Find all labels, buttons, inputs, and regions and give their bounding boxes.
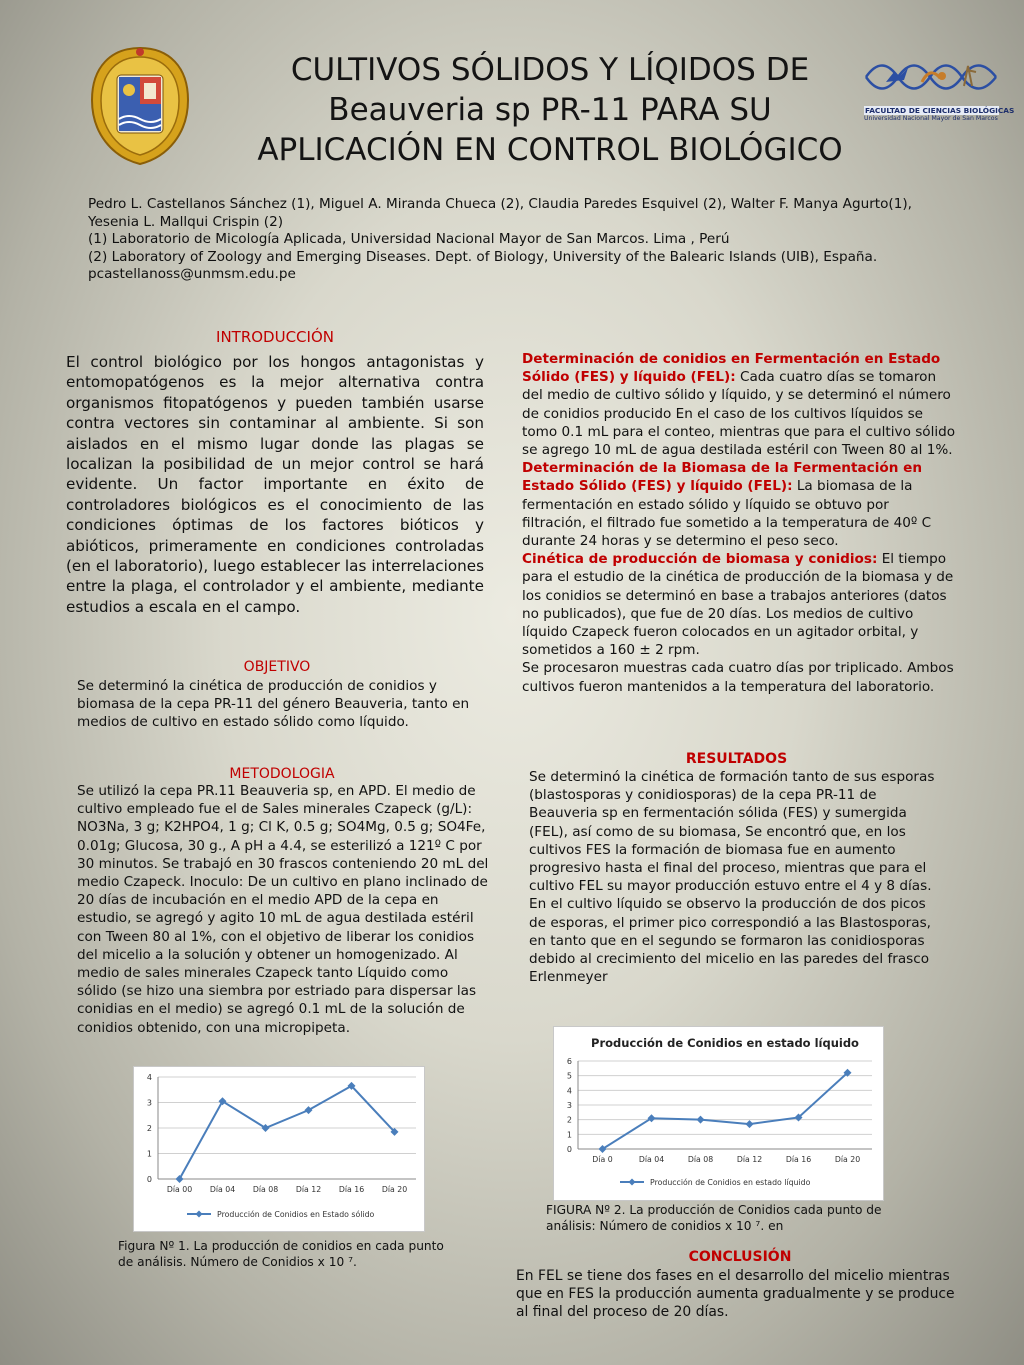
data-point xyxy=(176,1175,184,1183)
author-email: pcastellanoss@unmsm.edu.pe xyxy=(88,266,296,282)
intro-text: El control biológico por los hongos antagonistas y entomopatógenos es la mejor alternativa contra organismos fitopatógenos y pueden también usarse contra vectores sin contaminar al ambiente. Si son aislados en el mismo lugar donde las plagas se localizan la posibilidad de un mejor control se hará evidente. Un factor importante en éxito de controladores biológicos es el conocimiento de las condiciones óptimas de los factores bióticos y abióticos, primeramente en condiciones controladas (en el laboratorio), luego establecer las interrelaciones entre la plaga, el controlador y el ambiente, mediante estudios a escala en el campo. xyxy=(66,353,484,616)
series-line xyxy=(603,1073,848,1149)
x-tick-label: Día 0 xyxy=(592,1155,613,1164)
biomasa-text: La biomasa de la fermentación en estado sólido y líquido se obtuvo por filtración, el filtrado fue sometido a la temperatura de 40º C durante 24 horas y se determino el peso seco. xyxy=(522,478,932,550)
chart-solid-state xyxy=(133,1066,425,1232)
x-tick-label: Día 04 xyxy=(638,1155,665,1164)
poster-title xyxy=(200,50,900,170)
y-tick-label: 4 xyxy=(566,1086,572,1096)
affiliation-1: (1) Laboratorio de Micología Aplicada, Universidad Nacional Mayor de San Marcos. Lima , Perú xyxy=(88,231,730,247)
legend-label: Producción de Conidios en estado líquido xyxy=(650,1178,811,1187)
x-tick-label: Día 20 xyxy=(834,1155,861,1164)
y-tick-label: 3 xyxy=(146,1098,152,1108)
y-tick-label: 4 xyxy=(146,1073,152,1082)
series-line xyxy=(180,1086,395,1179)
intro-heading: INTRODUCCIÓN xyxy=(216,328,334,346)
authors-block xyxy=(88,196,938,284)
muestras-text: Se procesaron muestras cada cuatro días por triplicado. Ambos cultivos fueron mantenidos a la temperatura del laboratorio. xyxy=(522,660,954,695)
resultados-heading: RESULTADOS xyxy=(685,751,788,767)
y-tick-label: 0 xyxy=(146,1175,152,1184)
chart-solid-state-svg xyxy=(134,1067,424,1231)
data-point xyxy=(305,1106,313,1114)
metodologia-heading: METODOLOGIA xyxy=(229,766,335,782)
legend-label: Producción de Conidios en Estado sólido xyxy=(217,1210,375,1219)
x-tick-label: Día 12 xyxy=(736,1155,763,1164)
x-tick-label: Día 12 xyxy=(295,1185,322,1194)
figure-2-caption: FIGURA Nº 2. La producción de Conidios cada punto de análisis: Número de conidios x 10 ⁷. en xyxy=(546,1203,882,1233)
chart-liquid-state-svg xyxy=(554,1027,883,1200)
y-tick-label: 5 xyxy=(566,1071,572,1081)
faculty-logo-line2: Universidad Nacional Mayor de San Marcos xyxy=(864,115,998,122)
x-tick-label: Día 04 xyxy=(209,1185,236,1194)
y-tick-label: 2 xyxy=(146,1124,152,1133)
y-tick-label: 1 xyxy=(146,1149,152,1159)
y-tick-label: 3 xyxy=(566,1101,572,1110)
faculty-logo-line1: FACULTAD DE CIENCIAS BIOLÓGICAS xyxy=(865,106,1015,115)
data-point xyxy=(697,1116,705,1124)
chart-title: Producción de Conidios en estado líquido xyxy=(591,1036,859,1050)
cinetica-heading: Cinética de producción de biomasa y conidios: xyxy=(522,551,878,568)
x-tick-label: Día 20 xyxy=(381,1185,408,1194)
conclusion-heading: CONCLUSIÓN xyxy=(688,1249,792,1265)
legend-marker xyxy=(629,1179,636,1186)
title-line-3: APLICACIÓN EN CONTROL BIOLÓGICO xyxy=(257,132,843,168)
title-line-2: Beauveria sp PR-11 PARA SU xyxy=(328,92,772,128)
y-tick-label: 0 xyxy=(566,1145,572,1154)
x-tick-label: Día 16 xyxy=(785,1155,812,1164)
cinetica-text: El tiempo para el estudio de la cinética de producción de la biomasa y de los conidios se determinó en base a trabajos anteriores (datos no publicados), que fue de 20 días. Los medios de cultivo líquido Czapeck fueron colocados en un agitador orbital, y sometidos a 160 ± 2 rpm. xyxy=(522,551,954,659)
data-point xyxy=(746,1120,754,1128)
fes-fel-conidios-text: Cada cuatro días se tomaron del medio de cultivo sólido y líquido, y se determinó el número de conidios producido En el caso de los cultivos líquidos se tomo 0.1 mL para el conteo, mientras que para el cultivo sólido se agrego 10 mL de agua destilada estéril con Tween 80 al 1%. xyxy=(522,369,956,459)
biomasa-heading: Determinación de la Biomasa de la Fermentación en Estado Sólido (FES) y líquido (FEL): xyxy=(522,460,923,495)
figure-1-caption: Figura Nº 1. La producción de conidios en cada punto de análisis. Número de Conidios x 10 ⁷. xyxy=(118,1239,444,1269)
legend-marker xyxy=(196,1211,203,1218)
conclusion-text: En FEL se tiene dos fases en el desarrollo del micelio mientras que en FES la producción aumenta gradualmente y se produce al final del proceso de 20 días. xyxy=(516,1268,955,1321)
resultados-text: Se determinó la cinética de formación tanto de sus esporas (blastosporas y conidiosporas) de la cepa PR-11 de Beauveria sp en fermentación sólida (FES) y sumergida (FEL), así como de su biomasa, Se encontró que, en los cultivos FES la formación de biomasa fue en aumento progresivo hasta el final del proceso, mientras que para el cultivo FEL su mayor producción estuvo entre el 4 y 8 días. En el cultivo líquido se observo la producción de dos picos de esporas, el primer pico correspondió a las Blastosporas, en tanto que en el segundo se formaron las conidiosporas debido al crecimiento del micelio en las paredes del frasco Erlenmeyer xyxy=(529,769,935,986)
chart-liquid-state xyxy=(553,1026,884,1201)
author-names: Pedro L. Castellanos Sánchez (1), Miguel A. Miranda Chueca (2), Claudia Paredes Esquivel (2), Walter F. Manya Agurto(1), Yesenia L. Mallqui Crispin (2) xyxy=(88,196,913,230)
y-tick-label: 6 xyxy=(566,1057,572,1066)
affiliation-2: (2) Laboratory of Zoology and Emerging Diseases. Dept. of Biology, University of the Balearic Islands (UIB), España. xyxy=(88,248,878,265)
university-seal-logo xyxy=(86,45,194,167)
title-line-1: CULTIVOS SÓLIDOS Y LÍQIDOS DE xyxy=(290,52,810,88)
metodologia-text: Se utilizó la cepa PR.11 Beauveria sp, en APD. El medio de cultivo empleado fue el de Sales minerales Czapeck (g/L): NO3Na, 3 g; K2HPO4, 1 g; Cl K, 0.5 g; SO4Mg, 0.5 g; SO4Fe, 0.01g; Glucosa, 30 g., A pH a 4.4, se esterilizó a 121º C por 30 minutos. Se trabajó en 30 frascos conteniendo 20 mL del medio Czapeck. Inoculo: De un cultivo en plano inclinado de 20 días de incubación en el medio APD de la cepa en estudio, se agregó y agito 10 mL de agua destilada estéril con Tween 80 al 1%, con el objetivo de liberar los conidios del micelio a la solución y obtener un homogenizado. Al medio de sales minerales Czapeck tanto Líquido como sólido (se hizo una siembra por estriado para dispersar las conidias en el medio) se agregó 0.1 mL de la solución de conidios obtenido, con una micropipeta. xyxy=(77,783,489,1036)
objetivo-heading: OBJETIVO xyxy=(243,659,311,675)
x-tick-label: Día 16 xyxy=(338,1185,365,1194)
x-tick-label: Día 08 xyxy=(687,1155,714,1164)
fes-fel-conidios-heading: Determinación de conidios en Fermentación en Estado Sólido (FES) y líquido (FEL): xyxy=(522,351,941,386)
objetivo-text: Se determinó la cinética de producción de conidios y biomasa de la cepa PR-11 del género Beauveria, tanto en medios de cultivo en estado sólido como líquido. xyxy=(77,678,470,731)
x-tick-label: Día 00 xyxy=(166,1185,193,1194)
x-tick-label: Día 08 xyxy=(252,1185,279,1194)
y-tick-label: 2 xyxy=(566,1115,572,1125)
y-tick-label: 1 xyxy=(566,1130,572,1140)
methods-detail-block xyxy=(522,350,957,696)
